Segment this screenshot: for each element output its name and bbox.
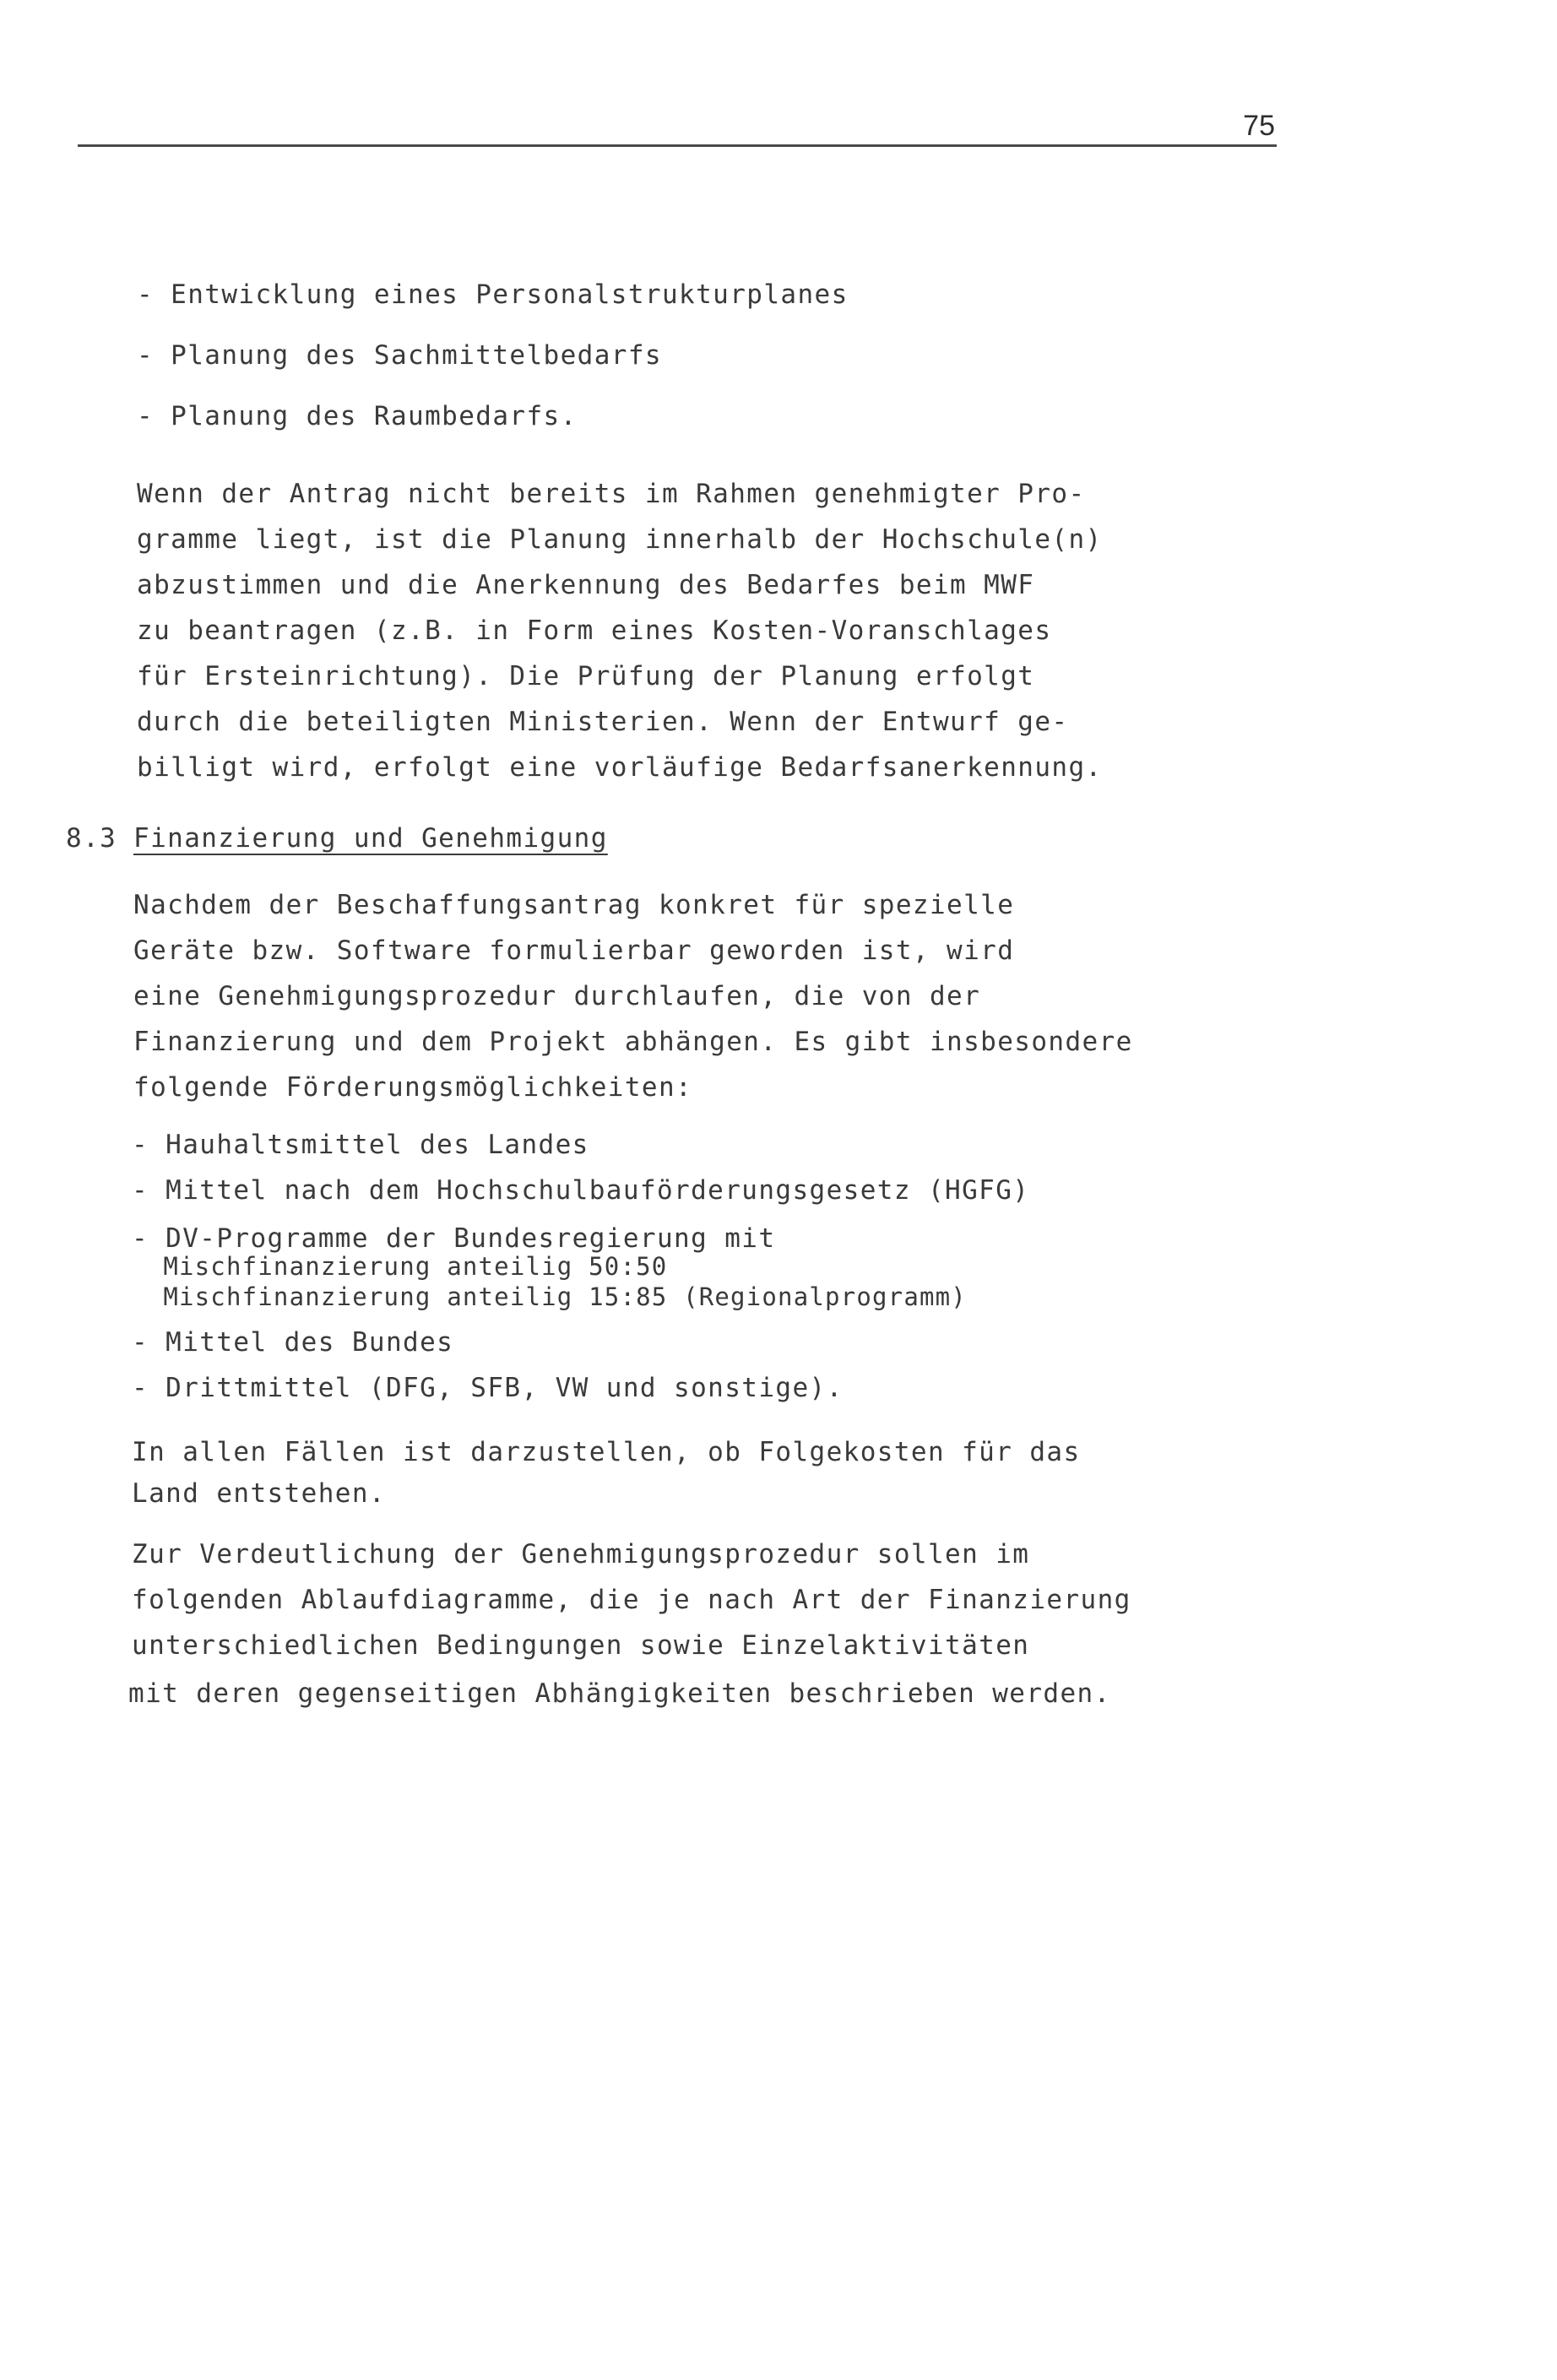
funding-list-subitem: Mischfinanzierung anteilig 15:85 (Regionalprogramm) bbox=[132, 1282, 967, 1311]
paragraph-line: unterschiedlichen Bedingungen sowie Einzelaktivitäten bbox=[132, 1630, 1030, 1661]
paragraph-line: Nachdem der Beschaffungsantrag konkret für spezielle bbox=[133, 890, 1015, 920]
page-number: 75 bbox=[1243, 110, 1275, 142]
funding-list-item: - DV-Programme der Bundesregierung mit bbox=[132, 1223, 776, 1254]
paragraph-line: Finanzierung und dem Projekt abhängen. Es gibt insbesondere bbox=[133, 1027, 1133, 1057]
paragraph-line: zu beantragen (z.B. in Form eines Kosten-Voranschlages bbox=[137, 615, 1052, 646]
paragraph-line: folgende Förderungsmöglichkeiten: bbox=[133, 1072, 693, 1103]
paragraph-line: In allen Fällen ist darzustellen, ob Folgekosten für das bbox=[132, 1437, 1081, 1467]
intro-list-item: - Planung des Raumbedarfs. bbox=[137, 401, 578, 431]
paragraph-line: folgenden Ablaufdiagramme, die je nach Art der Finanzierung bbox=[132, 1585, 1131, 1615]
paragraph-line: mit deren gegenseitigen Abhängigkeiten beschrieben werden. bbox=[128, 1678, 1111, 1709]
funding-list-subitem: Mischfinanzierung anteilig 50:50 bbox=[132, 1252, 668, 1281]
section-title: Finanzierung und Genehmigung bbox=[133, 823, 608, 854]
paragraph-line: gramme liegt, ist die Planung innerhalb der Hochschule(n) bbox=[137, 524, 1103, 555]
paragraph-line: Zur Verdeutlichung der Genehmigungsprozedur sollen im bbox=[132, 1539, 1030, 1569]
paragraph-line: Land entstehen. bbox=[132, 1478, 386, 1509]
header-rule bbox=[78, 144, 1277, 147]
section-number: 8.3 bbox=[66, 823, 117, 854]
paragraph-line: für Ersteinrichtung). Die Prüfung der Planung erfolgt bbox=[137, 661, 1035, 691]
intro-list-item: - Entwicklung eines Personalstrukturplanes bbox=[137, 279, 849, 310]
funding-list-item: - Mittel des Bundes bbox=[132, 1327, 454, 1358]
paragraph-line: abzustimmen und die Anerkennung des Bedarfes beim MWF bbox=[137, 570, 1035, 600]
paragraph-line: billigt wird, erfolgt eine vorläufige Bedarfsanerkennung. bbox=[137, 752, 1103, 783]
funding-list-item: - Mittel nach dem Hochschulbauförderungsgesetz (HGFG) bbox=[132, 1175, 1030, 1206]
paragraph-line: eine Genehmigungsprozedur durchlaufen, die von der bbox=[133, 981, 981, 1011]
paragraph-line: Geräte bzw. Software formulierbar geworden ist, wird bbox=[133, 935, 1015, 966]
paragraph-line: Wenn der Antrag nicht bereits im Rahmen genehmigter Pro- bbox=[137, 479, 1086, 509]
funding-list-item: - Drittmittel (DFG, SFB, VW und sonstige). bbox=[132, 1373, 844, 1403]
intro-list-item: - Planung des Sachmittelbedarfs bbox=[137, 340, 662, 371]
paragraph-line: durch die beteiligten Ministerien. Wenn der Entwurf ge- bbox=[137, 707, 1069, 737]
funding-list-item: - Hauhaltsmittel des Landes bbox=[132, 1130, 589, 1160]
